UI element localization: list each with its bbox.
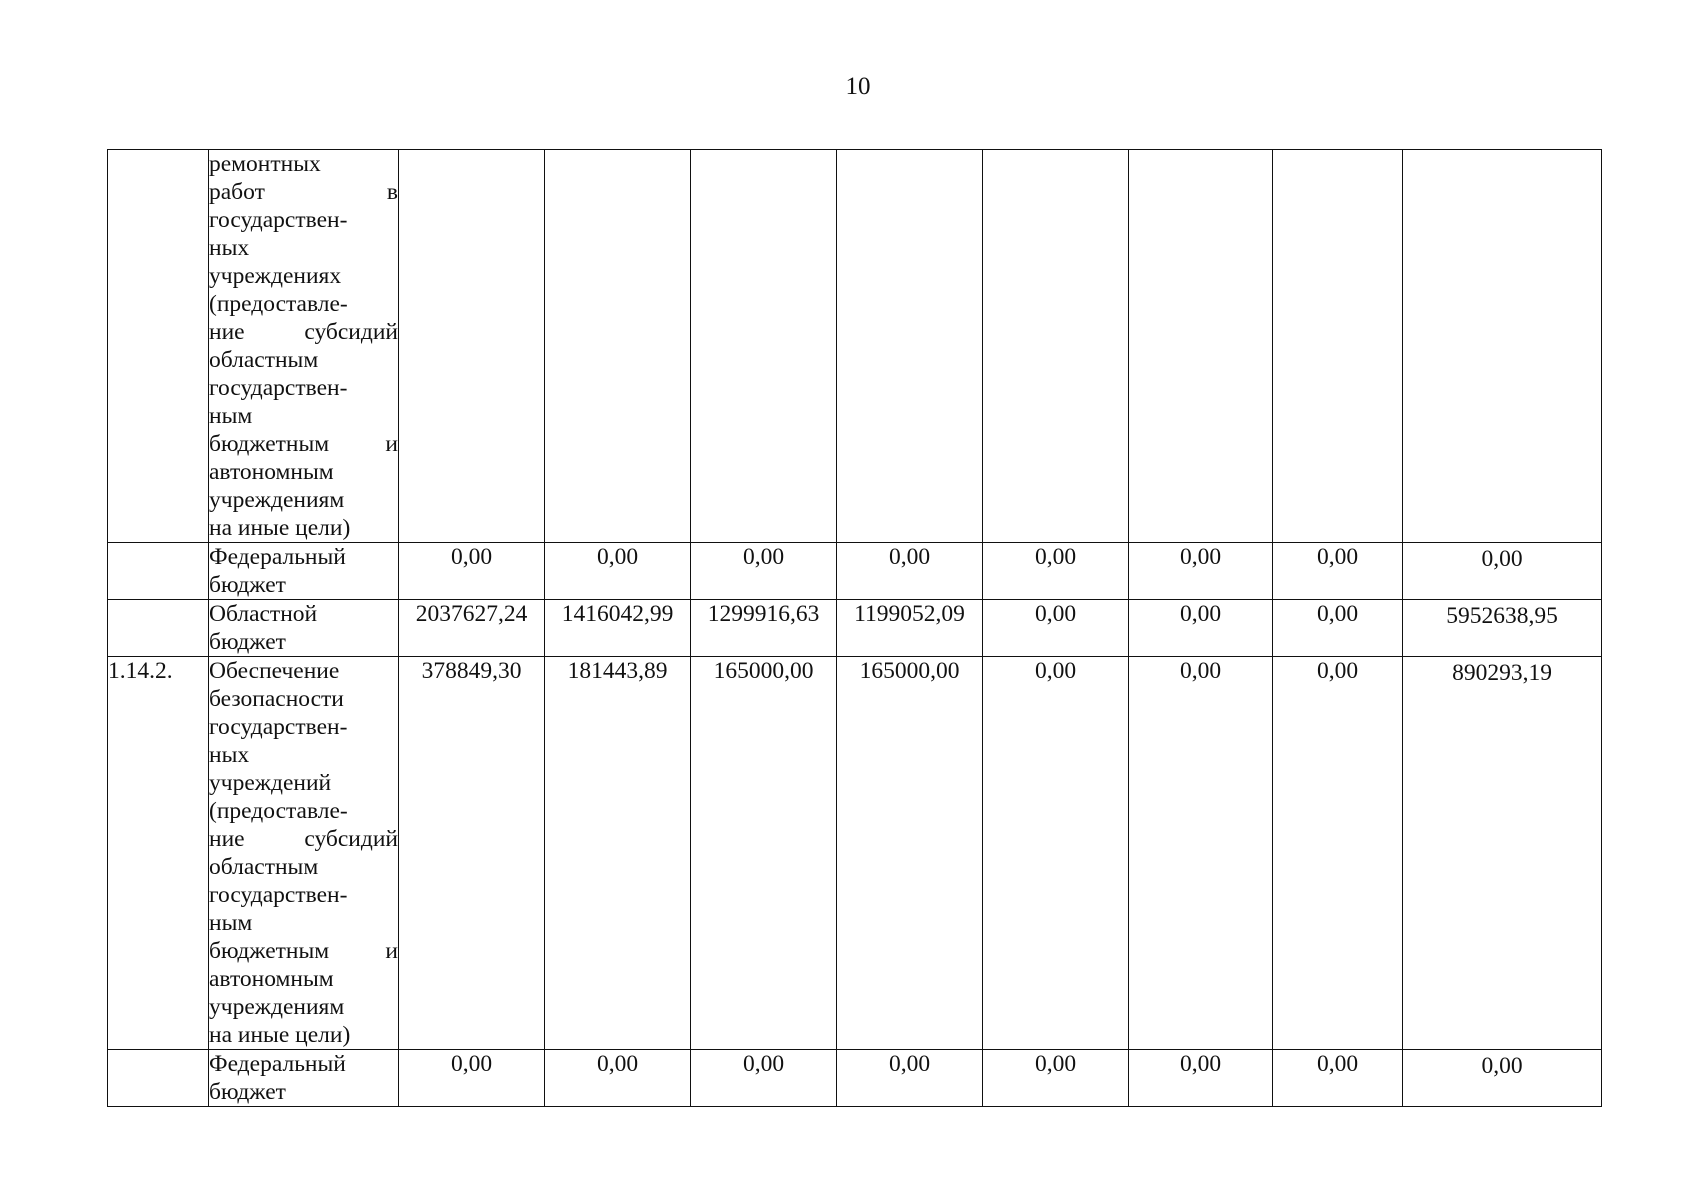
page-number: 10 xyxy=(845,73,871,100)
table-row xyxy=(108,543,1602,600)
description-line: ных xyxy=(209,742,250,768)
description-line: областным xyxy=(209,347,319,373)
description-line: государствен- xyxy=(209,714,348,740)
description-line: ным xyxy=(209,910,253,936)
value-cell: 181443,89 xyxy=(545,657,691,1050)
value-cell: 0,00 xyxy=(1129,600,1273,657)
value-cell xyxy=(837,150,983,543)
description-line: Областной xyxy=(209,601,318,627)
value-cell: 0,00 xyxy=(399,1050,545,1107)
table-row xyxy=(108,1050,1602,1107)
description-line: ным xyxy=(209,403,253,429)
value-cell: 0,00 xyxy=(545,1050,691,1107)
description-line: учреждений xyxy=(209,770,332,796)
value-cell: 5952638,95 xyxy=(1403,600,1602,657)
description-line: бюджет xyxy=(209,629,286,655)
description-line: на иные цели) xyxy=(209,515,351,541)
row-number-cell: 1.14.2. xyxy=(108,657,209,1050)
description-line: автономным xyxy=(209,966,334,992)
description-line: государствен- xyxy=(209,207,348,233)
description-line: бюджетным и xyxy=(209,431,398,457)
description-line: ние субсидий xyxy=(209,319,398,345)
value-cell: 1416042,99 xyxy=(545,600,691,657)
description-line: Обеспечение xyxy=(209,658,340,684)
description-line: ных xyxy=(209,235,250,261)
description-line: государствен- xyxy=(209,375,348,401)
row-number-cell xyxy=(108,1050,209,1107)
row-number-cell xyxy=(108,600,209,657)
value-cell: 0,00 xyxy=(1129,1050,1273,1107)
value-cell: 0,00 xyxy=(1273,1050,1403,1107)
row-number-cell xyxy=(108,150,209,543)
value-cell: 0,00 xyxy=(545,543,691,600)
budget-table xyxy=(107,149,1602,1107)
value-cell xyxy=(983,150,1129,543)
value-cell: 0,00 xyxy=(983,1050,1129,1107)
value-cell: 0,00 xyxy=(1403,1050,1602,1107)
description-line: Федеральный xyxy=(209,1051,346,1077)
value-cell: 0,00 xyxy=(983,543,1129,600)
description-line: учреждениям xyxy=(209,487,345,513)
description-cell xyxy=(209,600,399,657)
description-line: (предоставле- xyxy=(209,291,348,317)
row-number-cell xyxy=(108,543,209,600)
description-line: учреждениях xyxy=(209,263,342,289)
value-cell xyxy=(1273,150,1403,543)
description-line: автономным xyxy=(209,459,334,485)
value-cell: 0,00 xyxy=(1273,543,1403,600)
description-line: на иные цели) xyxy=(209,1022,351,1048)
value-cell: 2037627,24 xyxy=(399,600,545,657)
value-cell: 0,00 xyxy=(1273,600,1403,657)
description-line: государствен- xyxy=(209,882,348,908)
value-cell: 0,00 xyxy=(837,543,983,600)
value-cell: 0,00 xyxy=(1129,543,1273,600)
value-cell xyxy=(691,150,837,543)
value-cell: 0,00 xyxy=(691,543,837,600)
value-cell xyxy=(1403,150,1602,543)
description-cell xyxy=(209,657,399,1050)
description-line: бюджет xyxy=(209,572,286,598)
description-line: безопасности xyxy=(209,686,344,712)
value-cell: 0,00 xyxy=(691,1050,837,1107)
table-row xyxy=(108,657,1602,1050)
description-line: бюджет xyxy=(209,1079,286,1105)
value-cell xyxy=(545,150,691,543)
description-line: (предоставле- xyxy=(209,798,348,824)
value-cell: 1199052,09 xyxy=(837,600,983,657)
value-cell: 378849,30 xyxy=(399,657,545,1050)
value-cell: 0,00 xyxy=(983,600,1129,657)
description-line: ние субсидий xyxy=(209,826,398,852)
table-row xyxy=(108,600,1602,657)
value-cell xyxy=(399,150,545,543)
description-line: областным xyxy=(209,854,319,880)
description-line: учреждениям xyxy=(209,994,345,1020)
description-cell xyxy=(209,150,399,543)
value-cell: 0,00 xyxy=(399,543,545,600)
value-cell: 0,00 xyxy=(837,1050,983,1107)
description-cell xyxy=(209,1050,399,1107)
value-cell: 0,00 xyxy=(1273,657,1403,1050)
value-cell: 0,00 xyxy=(983,657,1129,1050)
value-cell: 1299916,63 xyxy=(691,600,837,657)
table-row xyxy=(108,150,1602,543)
value-cell: 0,00 xyxy=(1129,657,1273,1050)
value-cell: 890293,19 xyxy=(1403,657,1602,1050)
value-cell: 0,00 xyxy=(1403,543,1602,600)
value-cell: 165000,00 xyxy=(837,657,983,1050)
description-line: работ в xyxy=(209,179,398,205)
value-cell: 165000,00 xyxy=(691,657,837,1050)
description-line: ремонтных xyxy=(209,151,321,177)
description-cell xyxy=(209,543,399,600)
description-line: бюджетным и xyxy=(209,938,398,964)
description-line: Федеральный xyxy=(209,544,346,570)
value-cell xyxy=(1129,150,1273,543)
